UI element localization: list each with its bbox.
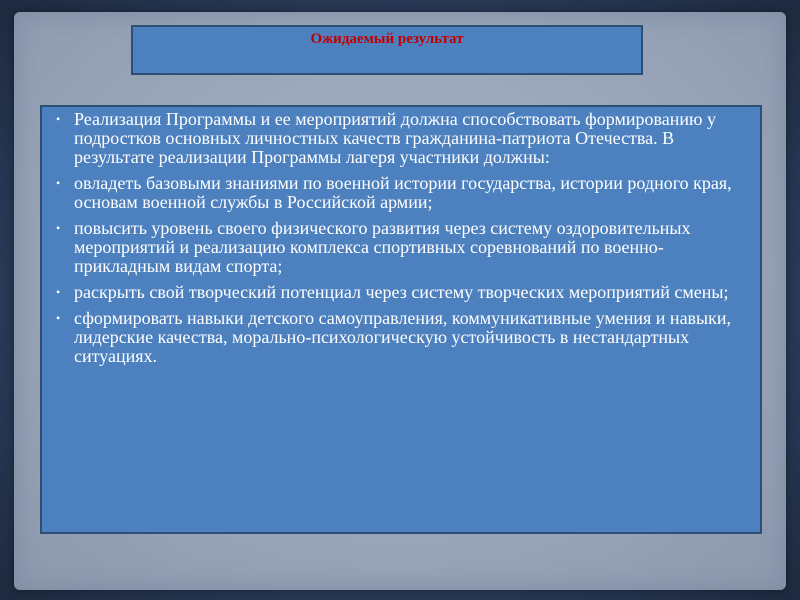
- content-box: [40, 105, 762, 534]
- bullet-text: Реализация Программы и ее мероприятий должна способствовать формированию у подростков основных личностных качеств гражданина-патриота Отечества. В результате реализации Программы лагеря участники должны:: [74, 109, 716, 167]
- bullet-item: [56, 219, 744, 276]
- bullet-list: [56, 110, 744, 366]
- bullet-item: [56, 309, 744, 366]
- bullet-item: [56, 174, 744, 212]
- bullet-dot-icon: •: [56, 221, 61, 235]
- title-box: [131, 25, 643, 75]
- bullet-item: [56, 110, 744, 167]
- bullet-text: овладеть базовыми знаниями по военной истории государства, истории родного края, основам военной службы в Российской армии;: [74, 173, 732, 212]
- bullet-item: [56, 283, 744, 302]
- bullet-text: повысить уровень своего физического развития через систему оздоровительных мероприятий и реализацию комплекса спортивных соревнований по военно- прикладным видам спорта;: [74, 218, 691, 276]
- bullet-dot-icon: •: [56, 311, 61, 325]
- bullet-dot-icon: •: [56, 112, 61, 126]
- bullet-text: сформировать навыки детского самоуправления, коммуникативные умения и навыки, лидерские качества, морально-психологическую устойчивость в нестандартных ситуациях.: [74, 308, 732, 366]
- slide-title: Ожидаемый результат: [310, 31, 464, 47]
- bullet-dot-icon: •: [56, 176, 61, 190]
- bullet-dot-icon: •: [56, 285, 61, 299]
- bullet-text: раскрыть свой творческий потенциал через систему творческих мероприятий смены;: [74, 282, 729, 302]
